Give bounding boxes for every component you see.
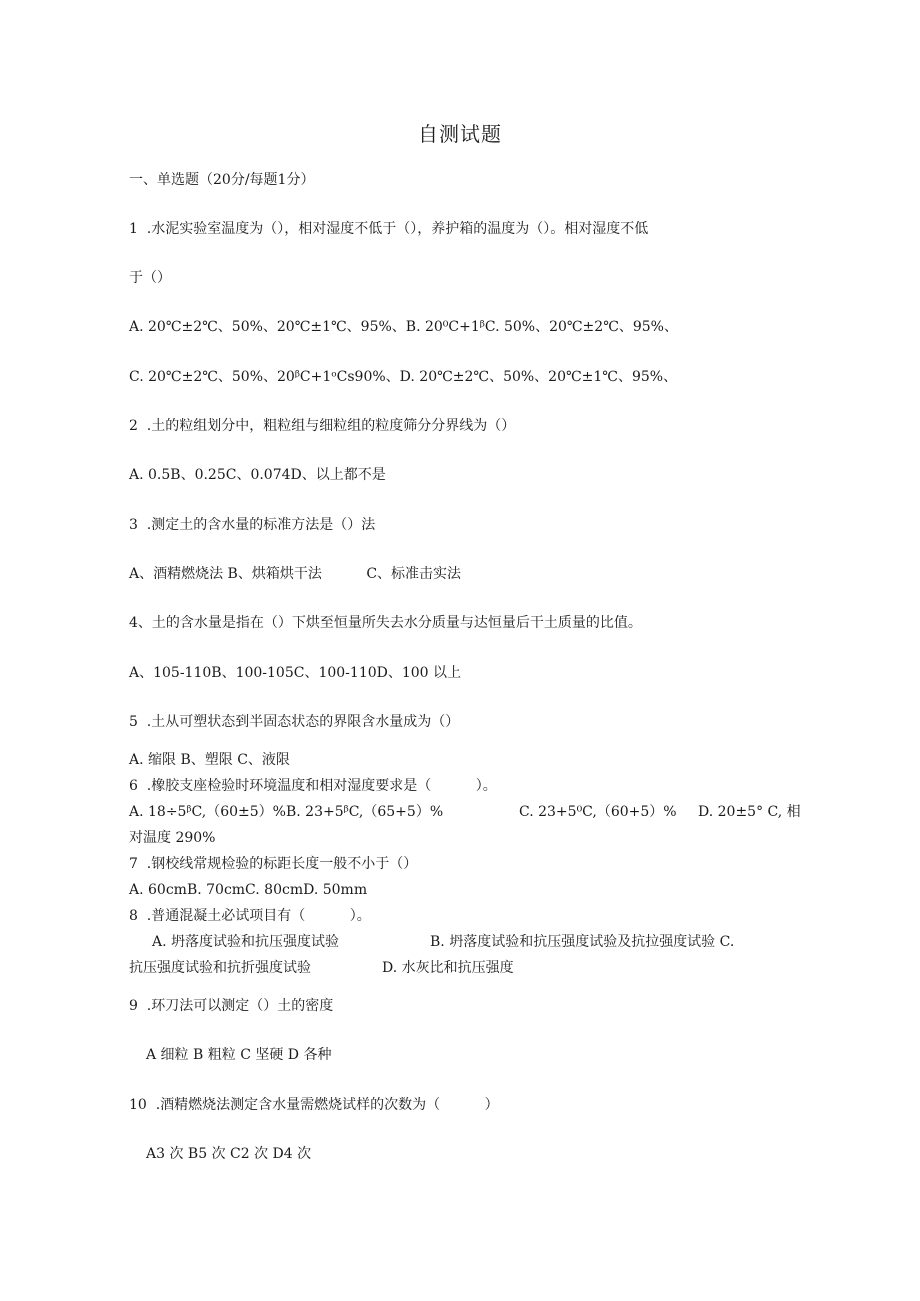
question-8-option-b: B. 坍落度试验和抗压强度试验及抗拉强度试验 C. bbox=[430, 934, 735, 950]
page-title: 自测试题 bbox=[418, 122, 502, 146]
question-6-options-a-b: A. 18÷5ᵝC,（60±5）%B. 23+5ᵝC,（65+5）% bbox=[129, 804, 444, 820]
question-6-option-c: C. 23+5⁰C,（60+5）% bbox=[519, 804, 677, 820]
question-1-continued: 于（） bbox=[129, 270, 171, 286]
question-6: 6 .橡胶支座检验时环境温度和相对湿度要求是（ ）。 bbox=[129, 778, 497, 794]
question-9: 9 .环刀法可以测定（）土的密度 bbox=[129, 998, 334, 1014]
section-heading: 一、单选题（20分/每题1分） bbox=[129, 172, 315, 188]
question-1: 1 .水泥实验室温度为（），相对湿度不低于（），养护箱的温度为（）。相对湿度不低 bbox=[129, 221, 649, 237]
question-5-options: A. 缩限 B、塑限 C、液限 bbox=[129, 752, 290, 768]
question-10-options: A3 次 B5 次 C2 次 D4 次 bbox=[146, 1146, 312, 1162]
question-8-option-a: A. 坍落度试验和抗压强度试验 bbox=[152, 934, 340, 950]
question-1-options-c-d: C. 20℃±2℃、50%、20ᵝC+1ᵒCs90%、D. 20℃±2℃、50%、20℃±1℃、95%、 bbox=[129, 369, 678, 385]
question-2-options: A. 0.5B、0.25C、0.074D、以上都不是 bbox=[129, 467, 386, 483]
question-7: 7 .钢校线常规检验的标距长度一般不小于（） bbox=[129, 856, 418, 872]
question-9-options: A 细粒 B 粗粒 C 坚硬 D 各种 bbox=[146, 1047, 332, 1063]
question-1-options-a-b: A. 20℃±2℃、50%、20℃±1℃、95%、B. 20⁰C+1ᵝC. 50%、20℃±2℃、95%、 bbox=[129, 319, 678, 335]
question-4-options: A、105-110B、100-105C、100-110D、100 以上 bbox=[129, 665, 462, 681]
question-8: 8 .普通混凝土必试项目有（ ）。 bbox=[129, 908, 371, 924]
question-5: 5 .土从可塑状态到半固态状态的界限含水量成为（） bbox=[129, 714, 460, 730]
question-6-option-d: D. 20±5° C, 相 bbox=[698, 804, 801, 820]
question-4: 4、土的含水量是指在（）下烘至恒量所失去水分质量与达恒量后干土质量的比值。 bbox=[129, 615, 642, 631]
question-8-option-d: D. 水灰比和抗压强度 bbox=[382, 960, 514, 976]
question-3-options: A、酒精燃烧法 B、烘箱烘干法 C、标准击实法 bbox=[129, 566, 462, 582]
question-8-option-c: 抗压强度试验和抗折强度试验 bbox=[129, 960, 311, 976]
question-6-continued: 对温度 290% bbox=[129, 830, 216, 846]
question-7-options: A. 60cmB. 70cmC. 80cmD. 50mm bbox=[129, 882, 368, 898]
question-2: 2 .土的粒组划分中，粗粒组与细粒组的粒度筛分分界线为（） bbox=[129, 418, 516, 434]
question-10: 10 .酒精燃烧法测定含水量需燃烧试样的次数为（ ） bbox=[129, 1097, 499, 1113]
question-3: 3 .测定土的含水量的标准方法是（）法 bbox=[129, 517, 376, 533]
